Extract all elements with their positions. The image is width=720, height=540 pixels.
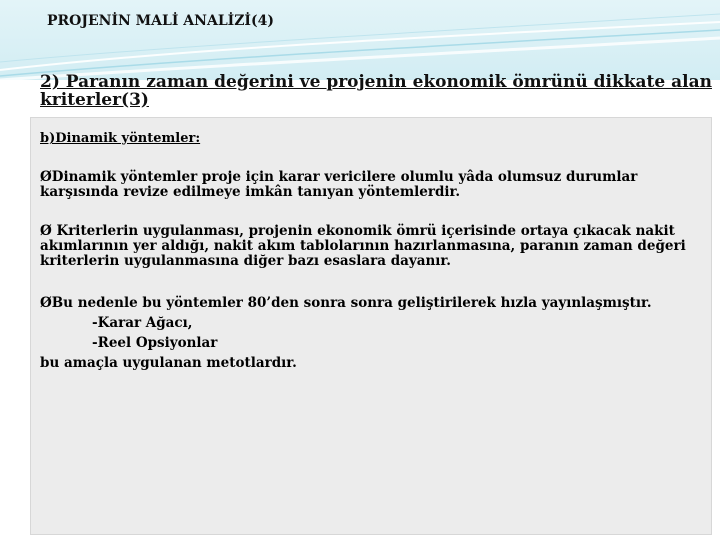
paragraph-2-line-1: Ø Kriterlerin uygulanması, projenin ekonomik ömrü içerisinde ortaya çıkacak nakit [40,223,675,239]
paragraph-1-line-1: ØDinamik yöntemler proje için karar vericilere olumlu yâda olumsuz durumlar [40,169,638,185]
paragraph-3-line-1: ØBu nedenle bu yöntemler 80’den sonra sonra geliştirilerek hızla yayınlaşmıştır. [40,295,652,311]
arrow-bullet-icon: Ø [40,295,52,311]
slide-title [44,13,274,29]
paragraph-2-line-2: akımlarının yer aldığı, nakit akım tablolarının hazırlanmasına, paranın zaman değeri [40,238,686,254]
section-heading-line-1: 2) Paranın zaman değerini ve projenin ekonomik ömrünü dikkate alan [40,72,712,92]
header-wave-decoration [0,0,720,80]
section-heading [40,73,716,109]
slide-title-text: PROJENİN MALİ ANALİZİ(4) [47,13,274,29]
paragraph-2-line-3: kriterlerin uygulanmasına diğer bazı esaslara dayanır. [40,253,451,269]
header-background [0,0,720,80]
section-heading-line-2: kriterler(3) [40,90,149,110]
paragraph-1 [40,170,715,200]
paragraph-3-line-4: bu amaçla uygulanan metotlardır. [40,355,297,371]
paragraph-2 [40,224,715,269]
arrow-bullet-icon: Ø [40,169,52,185]
paragraph-3 [40,293,715,373]
paragraph-1-line-2: karşısında revize edilmeye imkân tanıyan yöntemlerdir. [40,184,461,200]
method-item-real-options: -Reel Opsiyonlar [92,335,218,351]
subheading: b)Dinamik yöntemler: [40,131,201,146]
arrow-bullet-icon: Ø [40,223,52,239]
method-item-decision-tree: -Karar Ağacı, [92,315,193,331]
